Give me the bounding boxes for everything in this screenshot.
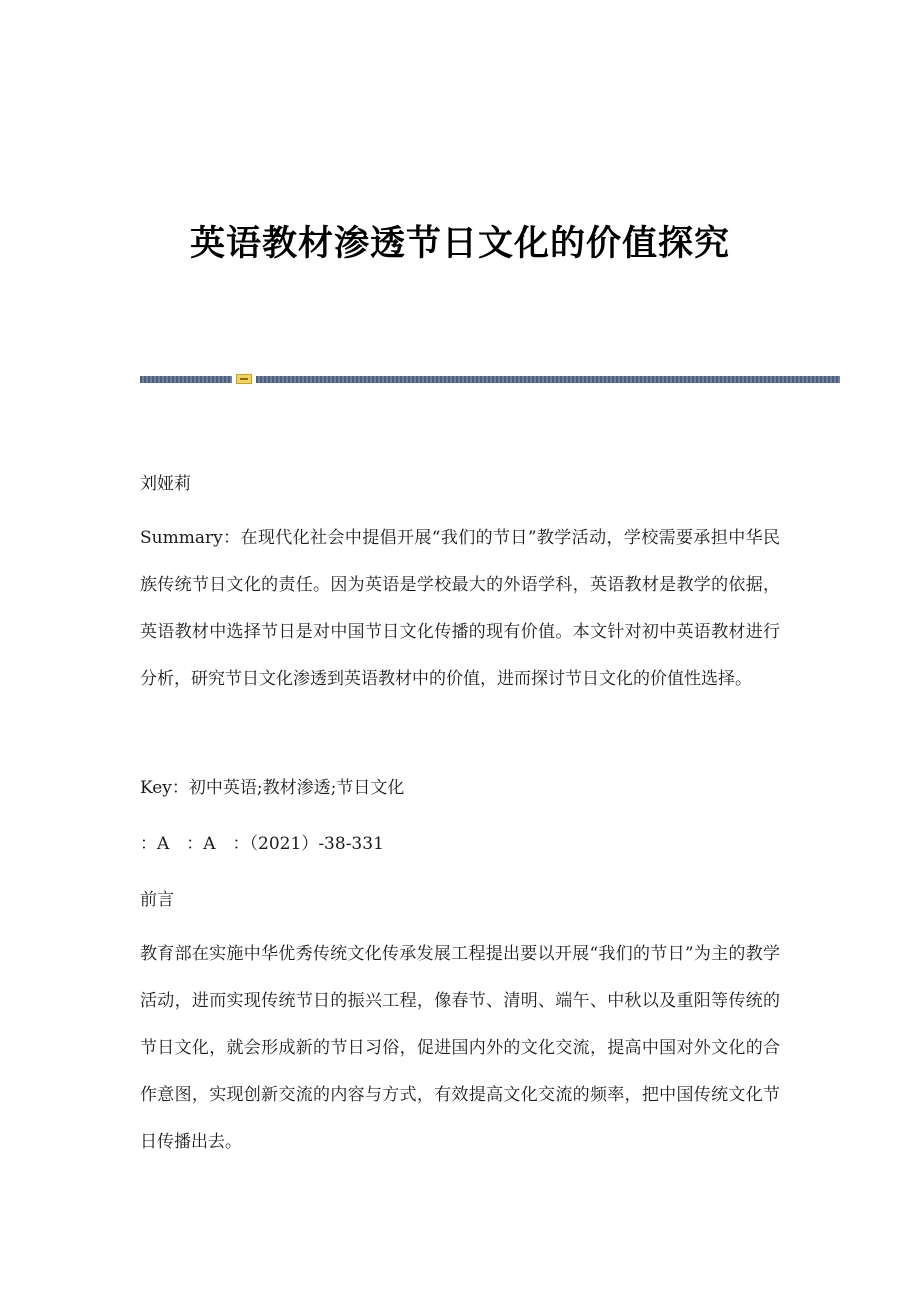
author-name: 刘娅莉 xyxy=(140,474,191,494)
divider-bar-left xyxy=(140,376,232,383)
document-title: 英语教材渗透节日文化的价值探究 xyxy=(189,223,730,264)
summary-paragraph: Summary：在现代化社会中提倡开展“我们的节日”教学活动，学校需要承担中华民族传统节日文化的责任。因为英语是学校最大的外语学科，英语教材是教学的依据，英语教材中选择节日是对中国节日文化传播的现有价值。本文针对初中英语教材进行分析，研究节日文化渗透到英语教材中的价值，进而探讨节日文化的价值性选择。 xyxy=(140,528,780,689)
divider-ornament-icon xyxy=(236,374,252,384)
preface-heading: 前言 xyxy=(140,890,174,910)
keywords-line: Key：初中英语;教材渗透;节日文化 xyxy=(140,778,405,798)
divider-bar-right xyxy=(256,376,840,383)
preface-paragraph: 教育部在实施中华优秀传统文化传承发展工程提出要以开展“我们的节日”为主的教学活动，进而实现传统节日的振兴工程，像春节、清明、端午、中秋以及重阳等传统的节日文化，就会形成新的节日习俗，促进国内外的文化交流，提高中国对外文化的合作意图，实现创新交流的内容与方式，有效提高文化交流的频率，把中国传统文化节日传播出去。 xyxy=(140,944,780,1152)
title-divider xyxy=(140,374,840,384)
classification-line: ：A ：A ：（2021）-38-331 xyxy=(140,834,384,854)
